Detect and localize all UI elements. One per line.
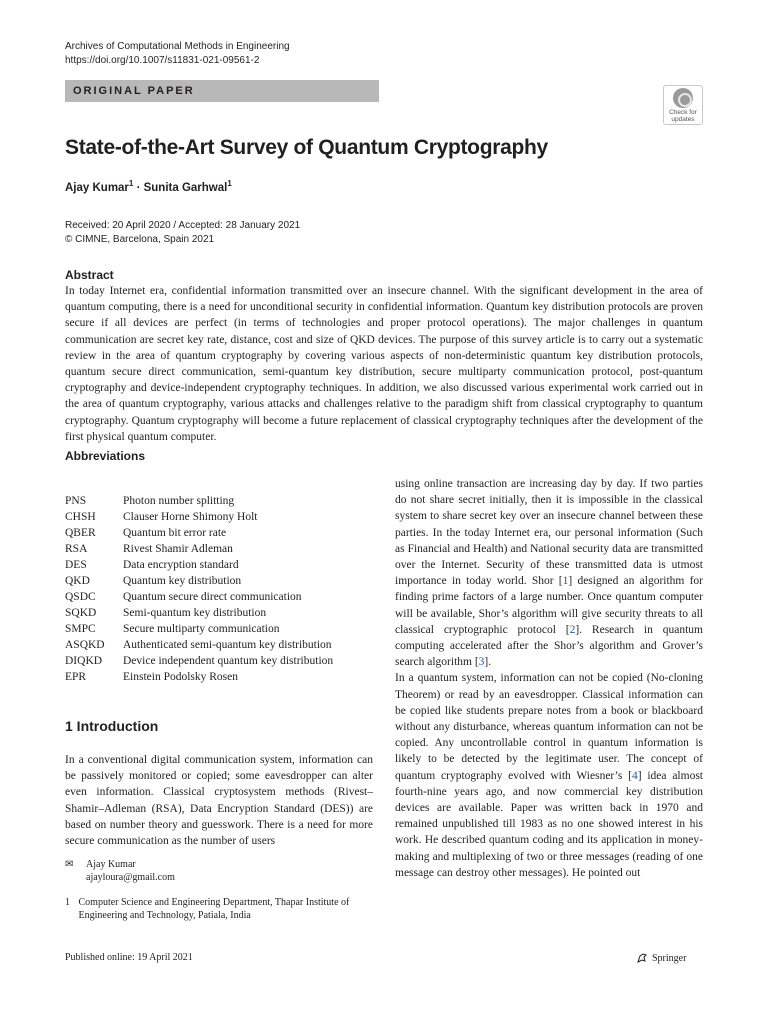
abbr-key: ASQKD bbox=[65, 639, 105, 651]
text-run: ] designed an algorithm for finding prime factors of a large number. Once quantum computer will be available, Shor’s algorithm will give security threats to all classical cryptographic protocol [ bbox=[395, 575, 704, 636]
author-name[interactable]: Ajay Kumar bbox=[65, 181, 129, 194]
list-item bbox=[65, 541, 333, 557]
abbr-value: Secure multiparty communication bbox=[123, 623, 280, 635]
affiliation-text: Computer Science and Engineering Department, Thapar Institute of Engineering and Technology, Patiala, India bbox=[78, 897, 350, 921]
text-run: ]. Research in quantum computing accelerated after the Shor’s algorithm and Grover’s search algorithm [ bbox=[395, 623, 703, 669]
article-dates bbox=[65, 219, 300, 247]
published-date: Published online: 19 April 2021 bbox=[65, 952, 193, 963]
abbr-value: Authenticated semi-quantum key distribution bbox=[123, 639, 332, 651]
abbr-key: QBER bbox=[65, 527, 96, 539]
affiliation bbox=[65, 896, 365, 922]
list-item bbox=[65, 509, 333, 525]
author-list bbox=[65, 179, 232, 194]
citation-link[interactable]: 2 bbox=[569, 623, 576, 636]
journal-header bbox=[65, 40, 290, 68]
abbreviations-list bbox=[65, 493, 333, 685]
abbr-key: PNS bbox=[65, 495, 87, 507]
text-run: ]. bbox=[484, 656, 492, 669]
abbr-key: DES bbox=[65, 559, 87, 571]
article-title: State-of-the-Art Survey of Quantum Cryptography bbox=[65, 136, 548, 159]
abbr-value: Photon number splitting bbox=[123, 495, 235, 507]
abbr-value: Semi-quantum key distribution bbox=[123, 607, 267, 619]
list-item bbox=[65, 589, 333, 605]
footnote bbox=[65, 858, 365, 922]
abbr-key: EPR bbox=[65, 671, 87, 683]
abbr-value: Data encryption standard bbox=[123, 559, 239, 571]
abbr-key: CHSH bbox=[65, 511, 96, 523]
received-accepted: Received: 20 April 2020 / Accepted: 28 January 2021 bbox=[65, 220, 301, 231]
right-column-text bbox=[395, 476, 703, 881]
text-run: In a quantum system, information can not be copied (No-cloning Theorem) or read by an eavesdropper. Classical information can be copied like students prepare notes from a book or blackboard without any disturbance, whereas quantum information can not be copied. Any uncontrollable control in quantum information is likely to be detected by the legitimate user. The concept of quantum cryptography evolved with Wiesner’s [ bbox=[395, 672, 703, 782]
affiliation-number: 1 bbox=[65, 897, 70, 908]
paragraph bbox=[395, 670, 703, 881]
abbr-value: Quantum secure direct communication bbox=[123, 591, 302, 603]
list-item bbox=[65, 637, 333, 653]
check-updates-icon bbox=[673, 88, 693, 108]
text-run: using online transaction are increasing day by day. If two parties do not share secret initially, then it is impossible in the classical system to share secret key over an insecure channel between these parties. In the today Internet era, our personal information (Such as Financial and Health) and National security data are transmitted over the Internet. Security of these transmitted data is utmost importance in today world. Shor [ bbox=[395, 478, 703, 588]
list-item bbox=[65, 653, 333, 669]
abstract-heading: Abstract bbox=[65, 268, 114, 282]
abbr-key: SQKD bbox=[65, 607, 97, 619]
abbr-value: Einstein Podolsky Rosen bbox=[123, 671, 239, 683]
abbreviations-heading: Abbreviations bbox=[65, 449, 146, 463]
list-item bbox=[65, 621, 333, 637]
abbr-key: RSA bbox=[65, 543, 88, 555]
list-item bbox=[65, 557, 333, 573]
abbr-key: QKD bbox=[65, 575, 90, 587]
introduction-text: In a conventional digital communication system, information can be passively monitored or copied; some eavesdropper can alter even information. Classical cryptosystem methods (Rivest–Shamir–Adleman (RSA), Data Encryption Standard (DES)) are based on number theory and guesswork. There is a need for more secure communication as the number of users bbox=[65, 754, 373, 848]
citation-link[interactable]: 4 bbox=[631, 769, 638, 782]
abstract-text: In today Internet era, confidential information transmitted over an insecure channel. With the significant development in the area of quantum computing, there is a need for unconditional security in confidential information. Quantum key distribution protocols are proven secure if all devices are perfect (in terms of technologies and proper protocol operations). The major challenges in quantum communication are secret key rate, distance, cost and size of QKD devices. The purpose of this survey article is to carry out a systematic review in the area of quantum cryptography by covering various aspects of non-deterministic quantum key distribution protocols, quantum secure direct communication, semi-quantum key distribution, secure multiparty communication protocol, post-quantum cryptography and device-independent cryptography techniques. In addition, we also discussed various experimental work carried out in the area of quantum cryptography, various attacks and challenges relative to the paradigm shift from classical cryptography to quantum cryptography. Quantum cryptography will become a future replacement of classical cryptography techniques after the development of the first physical quantum computer. bbox=[65, 285, 703, 443]
section-heading-introduction: 1 Introduction bbox=[65, 718, 159, 734]
author-affiliation-mark: 1 bbox=[227, 179, 232, 188]
abbr-value: Rivest Shamir Adleman bbox=[123, 543, 233, 555]
check-updates-label-2: updates bbox=[671, 116, 695, 123]
author-affiliation-mark: 1 bbox=[128, 179, 134, 188]
list-item bbox=[65, 573, 333, 589]
author-name[interactable]: Sunita Garhwal bbox=[143, 181, 228, 194]
article-type-badge: ORIGINAL PAPER bbox=[65, 80, 379, 102]
abbr-value: Device independent quantum key distribution bbox=[123, 655, 334, 667]
abbr-key: DIQKD bbox=[65, 655, 103, 667]
author-separator: · bbox=[133, 181, 144, 194]
check-updates-label-1: Check for bbox=[669, 109, 697, 116]
abbr-value: Quantum key distribution bbox=[123, 575, 242, 587]
check-for-updates-button[interactable] bbox=[663, 85, 703, 125]
citation-link[interactable]: 1 bbox=[562, 575, 569, 588]
corresponding-email[interactable]: ajayloura@gmail.com bbox=[86, 872, 175, 883]
publisher-name: Springer bbox=[652, 952, 687, 964]
abbr-value: Quantum bit error rate bbox=[123, 527, 227, 539]
text-run: ] idea almost fourth-nine years ago, and now commercial key distribution devices are available. Paper was written back in 1970 and remained unpublished till 1983 as no one showed interest in his work. He described quantum coding and its application in money-making and multiplexing of two or three messages (reading of one message can destroy other messages). He pointed out bbox=[395, 769, 703, 879]
envelope-icon: ✉ bbox=[65, 859, 74, 870]
copyright: © CIMNE, Barcelona, Spain 2021 bbox=[65, 234, 215, 245]
corresponding-name: Ajay Kumar bbox=[86, 859, 136, 870]
paragraph bbox=[395, 476, 703, 670]
doi-link[interactable]: https://doi.org/10.1007/s11831-021-09561-2 bbox=[65, 55, 260, 66]
publisher-logo bbox=[636, 952, 686, 964]
abbr-value: Clauser Horne Shimony Holt bbox=[123, 511, 258, 523]
corresponding-author bbox=[65, 858, 365, 884]
list-item bbox=[65, 669, 333, 685]
list-item bbox=[65, 605, 333, 621]
abbr-key: SMPC bbox=[65, 623, 96, 635]
list-item bbox=[65, 525, 333, 541]
journal-name: Archives of Computational Methods in Engineering bbox=[65, 41, 290, 52]
springer-horse-icon bbox=[636, 952, 648, 964]
citation-link[interactable]: 3 bbox=[478, 656, 485, 669]
abbr-key: QSDC bbox=[65, 591, 96, 603]
list-item bbox=[65, 493, 333, 509]
